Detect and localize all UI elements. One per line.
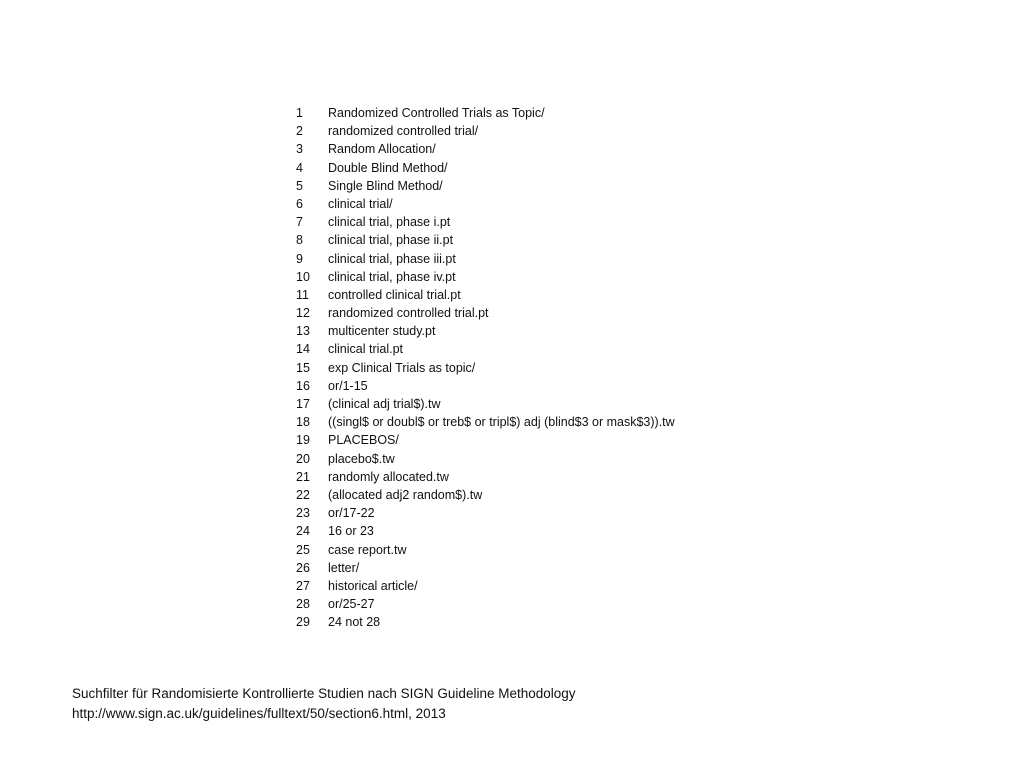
search-term: ((singl$ or doubl$ or treb$ or tripl$) adj (blind$3 or mask$3)).tw — [328, 415, 675, 430]
search-term: clinical trial, phase iv.pt — [328, 269, 456, 284]
search-term: clinical trial, phase i.pt — [328, 215, 451, 230]
search-term: exp Clinical Trials as topic/ — [328, 360, 476, 375]
search-line — [296, 595, 675, 613]
search-term: PLACEBOS/ — [328, 433, 399, 448]
line-number: 17 — [296, 397, 310, 411]
search-line — [296, 450, 675, 468]
search-line — [296, 377, 675, 395]
search-line — [296, 486, 675, 504]
search-term: clinical trial.pt — [328, 342, 404, 357]
line-number: 9 — [296, 251, 303, 266]
search-term: clinical trial/ — [328, 196, 393, 211]
search-term: controlled clinical trial.pt — [328, 287, 461, 302]
line-number: 21 — [296, 469, 310, 484]
search-line — [296, 140, 675, 158]
line-number: 16 — [296, 378, 310, 393]
line-number: 7 — [296, 215, 303, 230]
search-term: Random Allocation/ — [328, 142, 436, 157]
search-line — [296, 340, 675, 358]
search-term: randomly allocated.tw — [328, 469, 449, 484]
line-number: 1 — [296, 106, 303, 120]
search-term: 24 not 28 — [328, 615, 381, 630]
search-line — [296, 250, 675, 268]
line-number: 24 — [296, 524, 310, 539]
search-line — [296, 413, 675, 431]
line-number: 20 — [296, 451, 310, 466]
line-number: 10 — [296, 269, 310, 284]
search-line — [296, 504, 675, 522]
search-line — [296, 359, 675, 377]
search-term: randomized controlled trial.pt — [328, 306, 489, 321]
line-number: 28 — [296, 597, 310, 612]
search-line — [296, 177, 675, 195]
search-line — [296, 522, 675, 540]
search-term: clinical trial, phase ii.pt — [328, 233, 454, 248]
search-term: or/25-27 — [328, 597, 375, 612]
line-number: 22 — [296, 487, 310, 502]
line-number: 5 — [296, 178, 303, 193]
search-term: Randomized Controlled Trials as Topic/ — [328, 106, 545, 120]
caption-source: http://www.sign.ac.uk/guidelines/fulltext/50/section6.html, 2013 — [72, 706, 446, 721]
search-line — [296, 231, 675, 249]
search-line — [296, 286, 675, 304]
search-line — [296, 559, 675, 577]
search-line — [296, 304, 675, 322]
search-term: or/1-15 — [328, 378, 368, 393]
search-term: letter/ — [328, 560, 360, 575]
line-number: 4 — [296, 160, 303, 175]
search-line — [296, 541, 675, 559]
line-number: 27 — [296, 578, 310, 593]
line-number: 18 — [296, 415, 310, 430]
search-line — [296, 159, 675, 177]
line-number: 23 — [296, 506, 310, 521]
line-number: 19 — [296, 433, 310, 448]
search-term: (clinical adj trial$).tw — [328, 397, 441, 411]
line-number: 11 — [296, 287, 309, 302]
search-line — [296, 431, 675, 449]
search-line — [296, 613, 675, 631]
search-line — [296, 468, 675, 486]
line-number: 3 — [296, 142, 303, 157]
search-term: Single Blind Method/ — [328, 178, 443, 193]
search-line — [296, 322, 675, 340]
search-line — [296, 268, 675, 286]
search-line — [296, 395, 675, 413]
caption — [72, 684, 576, 724]
line-number: 25 — [296, 542, 310, 557]
search-line — [296, 122, 675, 140]
line-number: 13 — [296, 324, 310, 339]
search-term: (allocated adj2 random$).tw — [328, 487, 483, 502]
line-number: 6 — [296, 196, 303, 211]
search-term: multicenter study.pt — [328, 324, 436, 339]
line-number: 12 — [296, 306, 310, 321]
search-term: Double Blind Method/ — [328, 160, 448, 175]
search-term: historical article/ — [328, 578, 418, 593]
search-line — [296, 577, 675, 595]
caption-title: Suchfilter für Randomisierte Kontrollierte Studien nach SIGN Guideline Methodology — [72, 686, 576, 701]
search-term: or/17-22 — [328, 506, 375, 521]
line-number: 14 — [296, 342, 310, 357]
search-term: 16 or 23 — [328, 524, 374, 539]
search-term: placebo$.tw — [328, 451, 395, 466]
search-strategy-list — [296, 104, 675, 631]
search-term: case report.tw — [328, 542, 407, 557]
search-line — [296, 104, 675, 122]
search-term: randomized controlled trial/ — [328, 124, 479, 139]
line-number: 2 — [296, 124, 303, 139]
line-number: 8 — [296, 233, 303, 248]
search-term: clinical trial, phase iii.pt — [328, 251, 456, 266]
search-line — [296, 195, 675, 213]
line-number: 26 — [296, 560, 310, 575]
line-number: 15 — [296, 360, 310, 375]
search-line — [296, 213, 675, 231]
line-number: 29 — [296, 615, 310, 630]
